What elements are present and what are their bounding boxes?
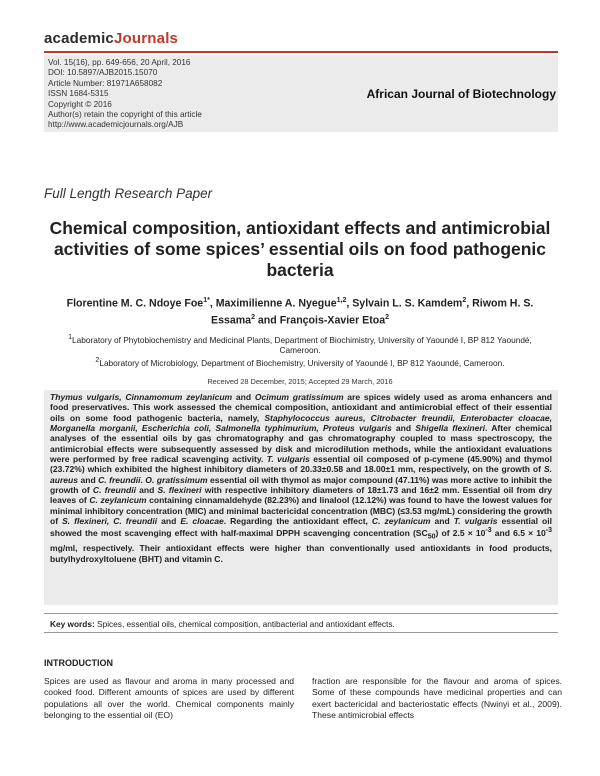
- meta-doi: DOI: 10.5897/AJB2015.15070: [48, 68, 158, 78]
- received-dates: Received 28 December, 2015; Accepted 29 March, 2016: [207, 377, 393, 386]
- keywords-text: Spices, essential oils, chemical composition, antibacterial and antioxidant effects.: [94, 619, 395, 629]
- author-affiliation-mark: 2: [462, 297, 467, 304]
- intro-column-left: Spices are used as flavour and aroma in many processed and cooked food. Different amounts of spices are used by different populations all over the world. Chemical components mainly belonging to the essential oil (EO): [44, 676, 294, 721]
- author-affiliation-mark: 1*: [203, 297, 210, 304]
- affiliation-number: 1: [68, 334, 73, 341]
- keywords-rule-top: [44, 613, 558, 614]
- paper-type: Full Length Research Paper: [44, 186, 213, 201]
- meta-article-number: Article Number: 81971A658082: [48, 78, 163, 88]
- author-affiliation-mark: 2: [251, 313, 255, 321]
- abstract-text: Thymus vulgaris, Cinnamomum zeylanicum and Ocimum gratissimum are spices widely used as aroma enhancers and food preservatives. This work assessed the chemical composition, antioxidant and antimicrobial effect of their essential oils on some food pathogenic bacteria, namely, Staphylococcus aureus, Citrobacter freundii, Enterobacter cloacae, Morganella morganii, Escherichia coli, Salmonella typhimurium, Proteus vulgaris and Shigella flexineri. After chemical analyses of the essential oils by gas chromatography and gas chromatography coupled to mass spectroscopy, the antimicrobial effects were subsequently assessed by disk and microdilution methods, while the antioxidant evaluations were performed by free radical scavenging activity. T. vulgaris essential oil composed of p-cymene (45.90%) and thymol (23.72%) which exhibited the highest inhibitory diameters of 20.33±0.58 and 18.00±1 mm, respectively, on the growth of S. aureus and C. freundii. O. gratissimum essential oil with thymol as major compound (47.11%) was more active to inhibit the growth of C. freundii and S. flexineri with respective inhibitory diameters of 18±1.73 and 16±2 mm. Essential oil from dry leaves of C. zeylanicum containing cinnamaldehyde (82.23%) and linalool (12.12%) was found to have the lowest values for minimal inhibitory concentration (MIC) and minimal bactericidal concentration (MBC) (≤3.53 mg/mL) considering the growth of S. flexineri, C. freundii and E. cloacae. Regarding the antioxidant effect, C. zeylanicum and T. vulgaris essential oil showed the most scavenging effect with half-maximal DPPH scavenging concentration $(SC_{50})$ of $2.5 \times 10^{-3}$ and $6.5 \times 10^{-3}$ mg/ml, respectively. Their antioxidant effects were higher than conventionally used antioxidants in food products, butylhydroxyltoluene (BHT) and vitamin C.: [50, 392, 553, 564]
- affiliation-number: 2: [95, 356, 100, 364]
- logo-text-journals: Journals: [113, 30, 179, 47]
- author-name: Florentine M. C. Ndoye Foe: [66, 297, 204, 310]
- intro-column-right: fraction are responsible for the flavour and aroma of spices. Some of these compounds have medicinal properties and can exert bactericidal and bacteriostatic effects (Nwinyi et al., 2009). These antimicrobial effects: [312, 676, 562, 721]
- keywords-label: Key words:: [50, 619, 95, 629]
- meta-copyright: Copyright © 2016: [48, 99, 112, 109]
- publisher-logo: [44, 30, 178, 47]
- author-name: Riwom H. S. Essama: [211, 297, 534, 327]
- affiliation-2: [66, 356, 534, 368]
- meta-author-rights: Author(s) retain the copyright of this article: [48, 110, 202, 120]
- journal-name: African Journal of Biotechnology: [366, 87, 556, 101]
- affiliation-text: Laboratory of Microbiology, Department of Biochemistry, University of Yaoundé I, BP 812 Yaoundé, Cameroon.: [99, 357, 505, 368]
- author-affiliation-mark: 1,2: [336, 297, 347, 304]
- keywords-rule-bottom: [44, 632, 558, 633]
- meta-volume: Vol. 15(16), pp. 649-656, 20 April, 2016: [48, 58, 191, 67]
- author-list: Florentine M. C. Ndoye Foe$^{1*}$, Maximilienne A. Nyegue$^{1,2}$, Sylvain L. S. Kamdem$^2$, Riwom H. S. Essama$^2$ and François-Xavier Etoa$^2$: [66, 297, 534, 327]
- section-heading-introduction: INTRODUCTION: [44, 658, 113, 668]
- affiliation-1: [66, 333, 534, 356]
- meta-url[interactable]: http://www.academicjournals.org/AJB: [48, 120, 184, 130]
- meta-issn: ISSN 1684-5315: [48, 89, 109, 99]
- author-name: Maximilienne A. Nyegue: [215, 297, 337, 310]
- author-affiliation-mark: 2: [385, 313, 389, 321]
- header-rule: [44, 51, 558, 53]
- article-metadata: [48, 58, 202, 131]
- logo-text-academic: academic: [44, 30, 114, 47]
- author-name: François-Xavier Etoa: [279, 314, 386, 327]
- paper-title: Chemical composition, antioxidant effects and antimicrobial activities of some spices’ essential oils on food pathogenic bacteria: [49, 218, 551, 280]
- author-name: Sylvain L. S. Kamdem: [352, 297, 463, 310]
- affiliations: [66, 333, 534, 368]
- affiliation-text: Laboratory of Phytobiochemistry and Medicinal Plants, Department of Biochimistry, University of Yaoundé I, BP 812 Yaoundé, Cameroon.: [72, 334, 532, 356]
- keywords: [50, 619, 395, 629]
